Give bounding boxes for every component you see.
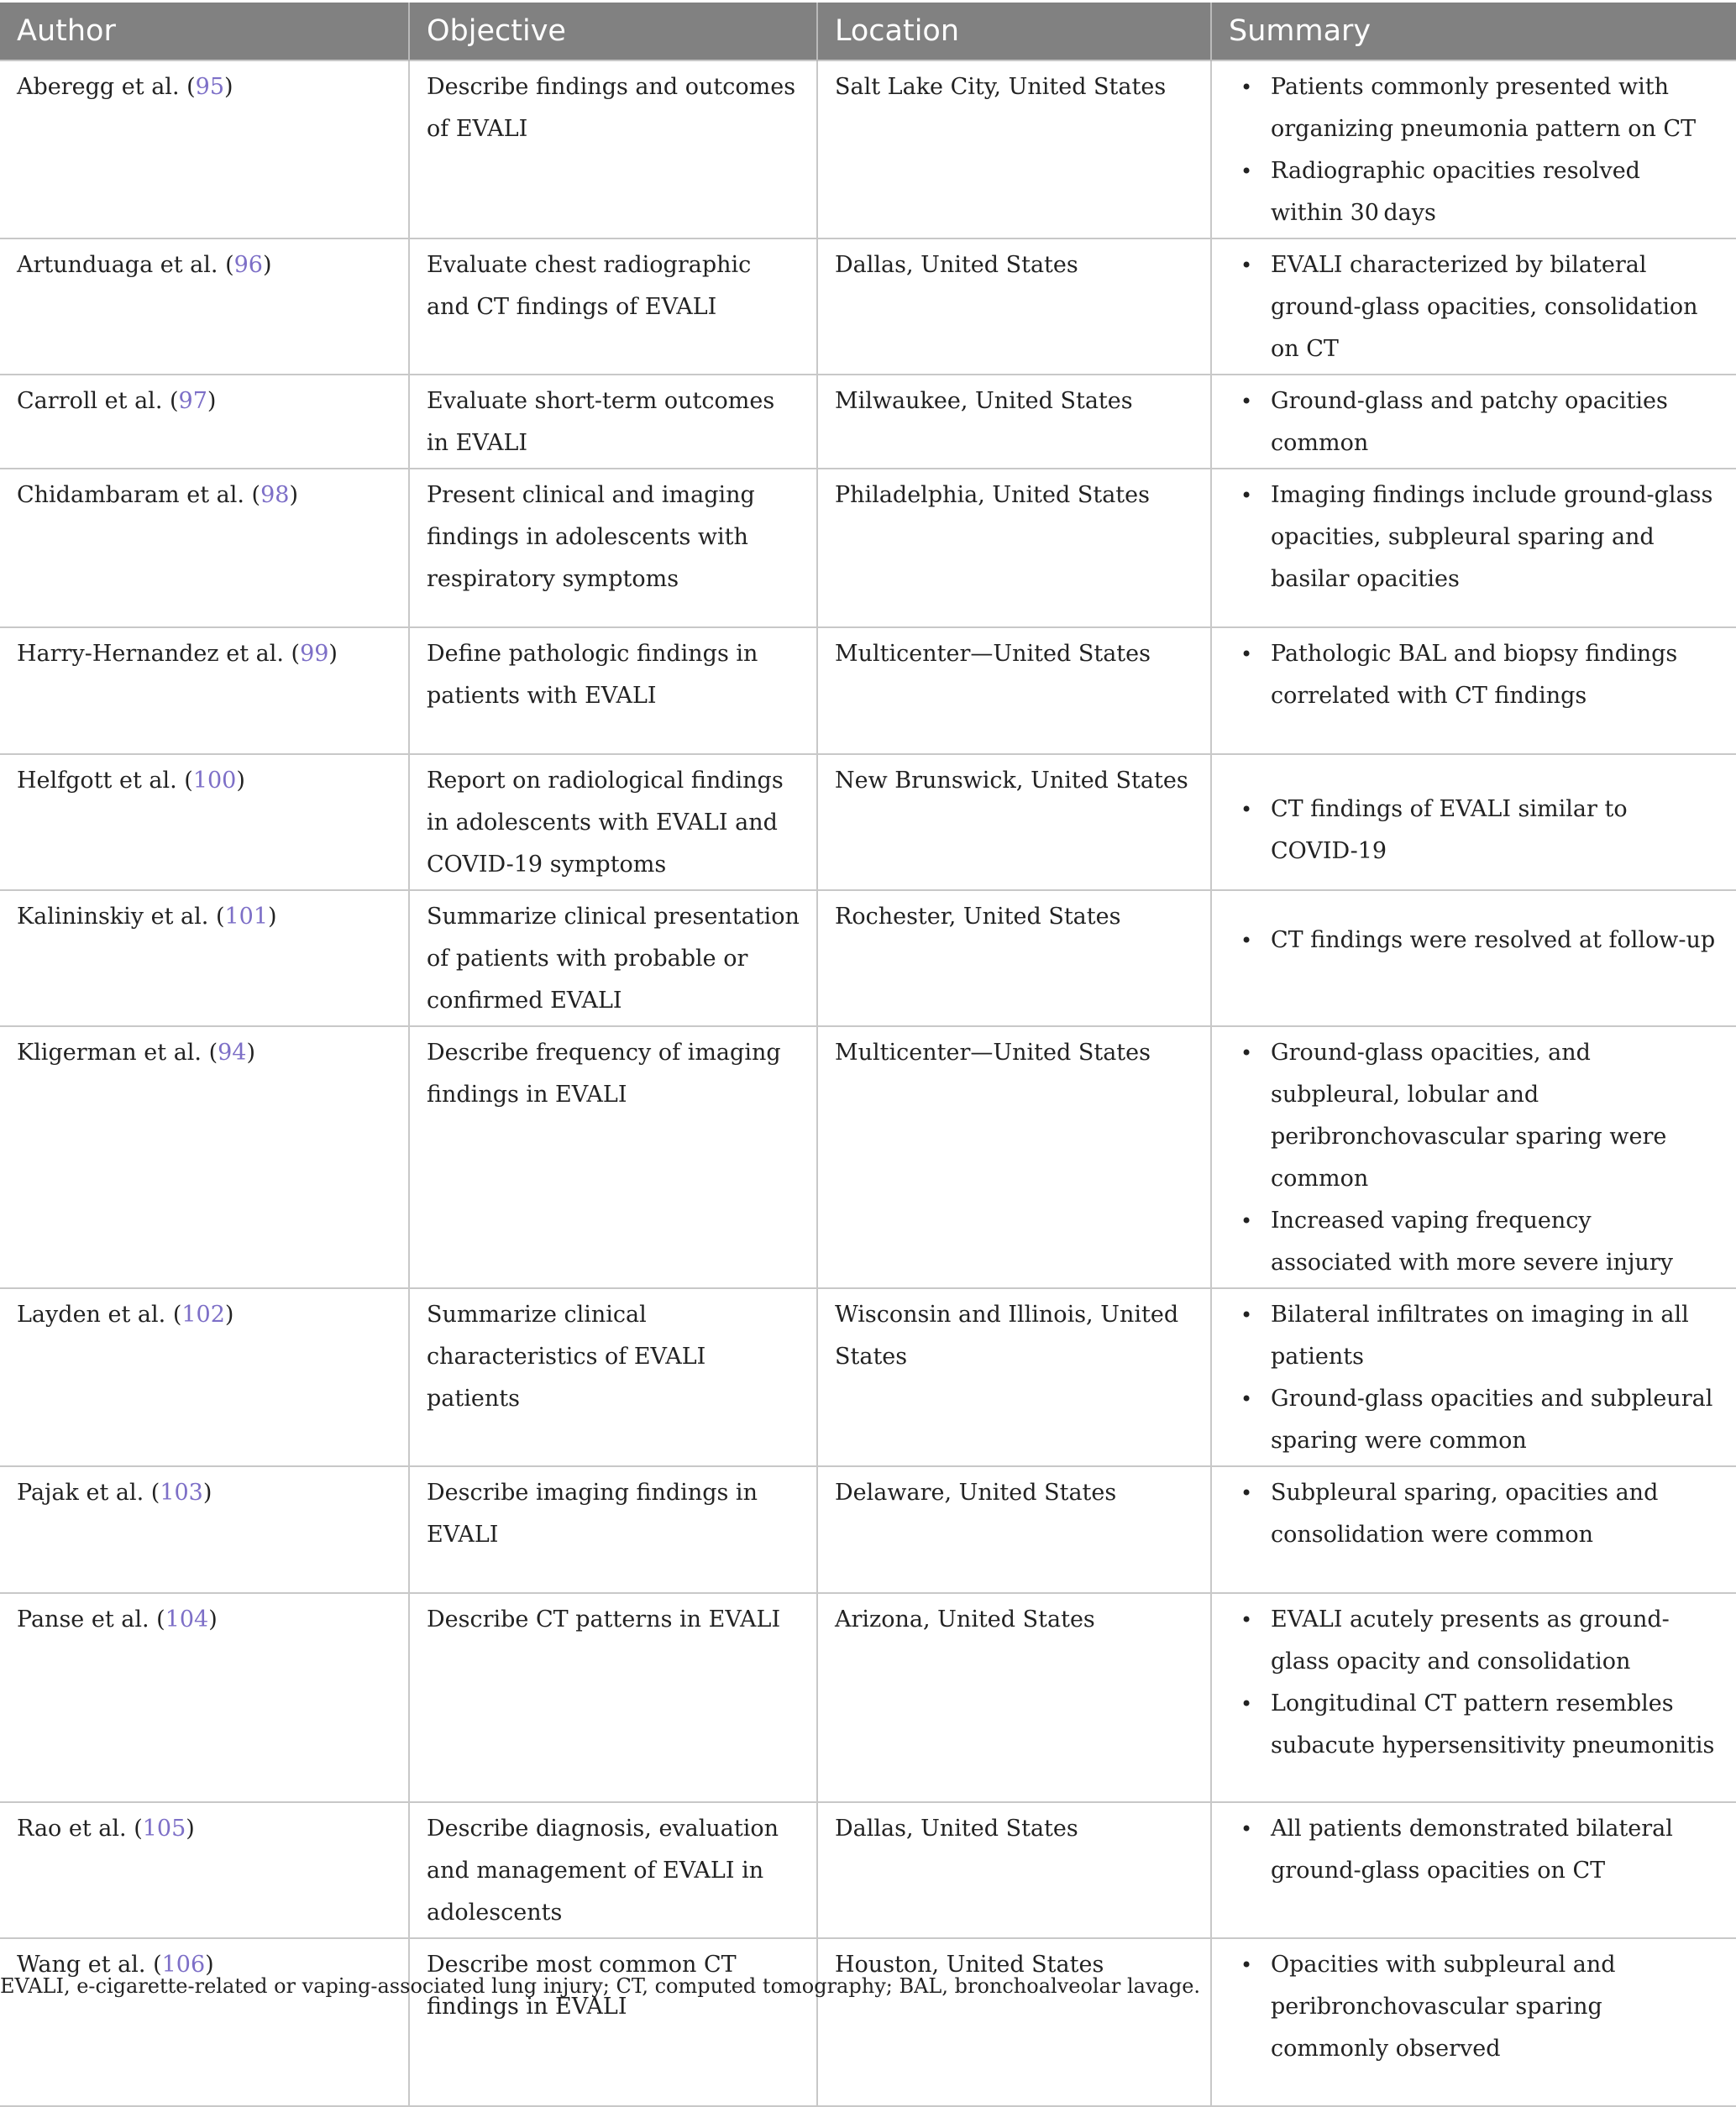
bullet-icon: • — [1240, 798, 1253, 821]
summary-cell — [1211, 627, 1736, 754]
table-row — [0, 1026, 1736, 1288]
summary-item: • CT findings were resolved at follow-up — [1229, 920, 1719, 962]
author-cell: Chidambaram et al. (98) — [0, 469, 409, 627]
summary-list — [1229, 1472, 1719, 1556]
summary-list — [1229, 1032, 1719, 1284]
reference-link[interactable]: 105 — [142, 1816, 186, 1842]
header-objective: Objective — [409, 3, 817, 60]
objective-cell: Summarize clinical characteristics of EVALI patients — [409, 1288, 817, 1466]
author-cell: Carroll et al. (97) — [0, 375, 409, 469]
summary-cell — [1211, 1802, 1736, 1938]
location-cell: Wisconsin and Illinois, United States — [817, 1288, 1211, 1466]
bullet-icon: • — [1240, 1692, 1253, 1716]
reference-link[interactable]: 99 — [300, 641, 329, 667]
objective-cell: Describe CT patterns in EVALI — [409, 1593, 817, 1802]
objective-cell: Define pathologic findings in patients with EVALI — [409, 627, 817, 754]
table-row — [0, 238, 1736, 375]
reference-link[interactable]: 94 — [218, 1040, 247, 1066]
summary-list — [1229, 244, 1719, 370]
author-name: Kalininskiy et al. ( — [17, 904, 225, 930]
author-cell: Rao et al. (105) — [0, 1802, 409, 1938]
table-row — [0, 890, 1736, 1026]
bullet-icon: • — [1240, 1817, 1253, 1841]
header-author: Author — [0, 3, 409, 60]
author-cell: Pajak et al. (103) — [0, 1466, 409, 1593]
author-cell: Kligerman et al. (94) — [0, 1026, 409, 1288]
summary-list — [1229, 380, 1719, 464]
author-cell: Harry-Hernandez et al. (99) — [0, 627, 409, 754]
summary-list — [1229, 1944, 1719, 2070]
author-name: Layden et al. ( — [17, 1302, 182, 1328]
summary-item: • EVALI characterized by bilateral ground-glass opacities, consolidation on CT — [1229, 244, 1719, 370]
bullet-icon: • — [1240, 76, 1253, 99]
objective-cell: Describe most common CT findings in EVALI — [409, 1938, 817, 2106]
reference-link[interactable]: 106 — [161, 1952, 206, 1978]
objective-cell: Evaluate chest radiographic and CT findings of EVALI — [409, 238, 817, 375]
summary-item: • Patients commonly presented with organizing pneumonia pattern on CT — [1229, 66, 1719, 150]
summary-item: • All patients demonstrated bilateral ground-glass opacities on CT — [1229, 1808, 1719, 1892]
summary-cell — [1211, 1026, 1736, 1288]
author-cell: Layden et al. (102) — [0, 1288, 409, 1466]
author-cell: Kalininskiy et al. (101) — [0, 890, 409, 1026]
summary-item: • Ground-glass opacities and subpleural sparing were common — [1229, 1378, 1719, 1462]
author-name: Rao et al. ( — [17, 1816, 143, 1842]
header-row — [0, 3, 1736, 60]
reference-link[interactable]: 102 — [181, 1302, 225, 1328]
bullet-icon: • — [1240, 1608, 1253, 1632]
author-name: Harry-Hernandez et al. ( — [17, 641, 301, 667]
objective-cell: Describe frequency of imaging findings in EVALI — [409, 1026, 817, 1288]
bullet-icon: • — [1240, 1481, 1253, 1505]
summary-cell — [1211, 1466, 1736, 1593]
author-name: Artunduaga et al. ( — [17, 252, 234, 278]
author-cell: Artunduaga et al. (96) — [0, 238, 409, 375]
summary-cell — [1211, 60, 1736, 238]
location-cell: Houston, United States — [817, 1938, 1211, 2106]
reference-link[interactable]: 95 — [195, 74, 224, 100]
location-cell: Salt Lake City, United States — [817, 60, 1211, 238]
location-cell: Arizona, United States — [817, 1593, 1211, 1802]
table-row — [0, 1938, 1736, 2106]
summary-list — [1229, 1294, 1719, 1462]
summary-item: • Longitudinal CT pattern resembles subacute hypersensitivity pneumonitis — [1229, 1683, 1719, 1767]
summary-item: • Subpleural sparing, opacities and consolidation were common — [1229, 1472, 1719, 1556]
summary-cell — [1211, 1288, 1736, 1466]
author-cell: Wang et al. (106) — [0, 1938, 409, 2106]
location-cell: Dallas, United States — [817, 238, 1211, 375]
summary-list — [1229, 633, 1719, 717]
table-row — [0, 375, 1736, 469]
author-name: Wang et al. ( — [17, 1952, 162, 1978]
bullet-icon: • — [1240, 390, 1253, 413]
bullet-icon: • — [1240, 484, 1253, 507]
location-cell: Rochester, United States — [817, 890, 1211, 1026]
summary-cell — [1211, 238, 1736, 375]
summary-item: • CT findings of EVALI similar to COVID-19 — [1229, 789, 1719, 873]
location-cell: Dallas, United States — [817, 1802, 1211, 1938]
table-footnote: EVALI, e-cigarette-related or vaping-associated lung injury; CT, computed tomography; BAL, bronchoalveolar lavage. — [0, 1974, 1201, 1998]
bullet-icon: • — [1240, 929, 1253, 952]
table-row — [0, 1466, 1736, 1593]
location-cell: New Brunswick, United States — [817, 754, 1211, 890]
author-name: Aberegg et al. ( — [17, 74, 196, 100]
summary-list — [1229, 920, 1719, 962]
objective-cell: Describe imaging findings in EVALI — [409, 1466, 817, 1593]
author-cell: Aberegg et al. (95) — [0, 60, 409, 238]
summary-item: • Ground-glass and patchy opacities common — [1229, 380, 1719, 464]
location-cell: Multicenter—United States — [817, 1026, 1211, 1288]
summary-item: • Pathologic BAL and biopsy findings correlated with CT findings — [1229, 633, 1719, 717]
bullet-icon: • — [1240, 1303, 1253, 1327]
author-name: Helfgott et al. ( — [17, 768, 193, 794]
objective-cell: Report on radiological findings in adolescents with EVALI and COVID-19 symptoms — [409, 754, 817, 890]
objective-cell: Present clinical and imaging findings in adolescents with respiratory symptoms — [409, 469, 817, 627]
bullet-icon: • — [1240, 642, 1253, 666]
bullet-icon: • — [1240, 1041, 1253, 1065]
author-name: Pajak et al. ( — [17, 1480, 160, 1506]
reference-link[interactable]: 104 — [165, 1606, 209, 1633]
location-cell: Delaware, United States — [817, 1466, 1211, 1593]
location-cell: Milwaukee, United States — [817, 375, 1211, 469]
summary-cell — [1211, 469, 1736, 627]
bullet-icon: • — [1240, 254, 1253, 277]
author-name: Panse et al. ( — [17, 1606, 165, 1633]
summary-list — [1229, 1599, 1719, 1767]
author-cell: Panse et al. (104) — [0, 1593, 409, 1802]
summary-cell — [1211, 1593, 1736, 1802]
objective-cell: Evaluate short-term outcomes in EVALI — [409, 375, 817, 469]
summary-cell — [1211, 890, 1736, 1026]
summary-item: • EVALI acutely presents as ground-glass opacity and consolidation — [1229, 1599, 1719, 1683]
objective-cell: Summarize clinical presentation of patients with probable or confirmed EVALI — [409, 890, 817, 1026]
summary-list — [1229, 474, 1719, 600]
author-name: Chidambaram et al. ( — [17, 482, 261, 508]
summary-list — [1229, 789, 1719, 873]
reference-link[interactable]: 97 — [178, 388, 207, 414]
summary-item: • Radiographic opacities resolved within 30 days — [1229, 150, 1719, 234]
table-row — [0, 754, 1736, 890]
reference-link[interactable]: 101 — [224, 904, 269, 930]
summary-item: • Opacities with subpleural and peribronchovascular sparing commonly observed — [1229, 1944, 1719, 2070]
reference-link[interactable]: 100 — [192, 768, 237, 794]
summary-cell — [1211, 1938, 1736, 2106]
author-name: Carroll et al. ( — [17, 388, 179, 414]
table-row — [0, 1802, 1736, 1938]
location-cell: Multicenter—United States — [817, 627, 1211, 754]
author-cell: Helfgott et al. (100) — [0, 754, 409, 890]
summary-cell — [1211, 375, 1736, 469]
summary-item: • Bilateral infiltrates on imaging in all patients — [1229, 1294, 1719, 1378]
summary-list — [1229, 1808, 1719, 1892]
table-row — [0, 60, 1736, 238]
location-cell: Philadelphia, United States — [817, 469, 1211, 627]
reference-link[interactable]: 96 — [233, 252, 263, 278]
table-row — [0, 1593, 1736, 1802]
reference-link[interactable]: 103 — [160, 1480, 203, 1506]
summary-item: • Increased vaping frequency associated with more severe injury — [1229, 1200, 1719, 1284]
bullet-icon: • — [1240, 1953, 1253, 1977]
evali-studies-table — [0, 3, 1736, 2107]
summary-item: • Imaging findings include ground-glass opacities, subpleural sparing and basilar opacities — [1229, 474, 1719, 600]
table-row — [0, 627, 1736, 754]
summary-item: • Ground-glass opacities, and subpleural, lobular and peribronchovascular sparing were common — [1229, 1032, 1719, 1200]
objective-cell: Describe diagnosis, evaluation and management of EVALI in adolescents — [409, 1802, 817, 1938]
header-location: Location — [817, 3, 1211, 60]
summary-cell — [1211, 754, 1736, 890]
reference-link[interactable]: 98 — [260, 482, 290, 508]
table-row — [0, 469, 1736, 627]
bullet-icon: • — [1240, 1387, 1253, 1411]
summary-list — [1229, 66, 1719, 234]
bullet-icon: • — [1240, 160, 1253, 183]
table-row — [0, 1288, 1736, 1466]
objective-cell: Describe findings and outcomes of EVALI — [409, 60, 817, 238]
header-summary: Summary — [1211, 3, 1736, 60]
bullet-icon: • — [1240, 1209, 1253, 1233]
author-name: Kligerman et al. ( — [17, 1040, 218, 1066]
